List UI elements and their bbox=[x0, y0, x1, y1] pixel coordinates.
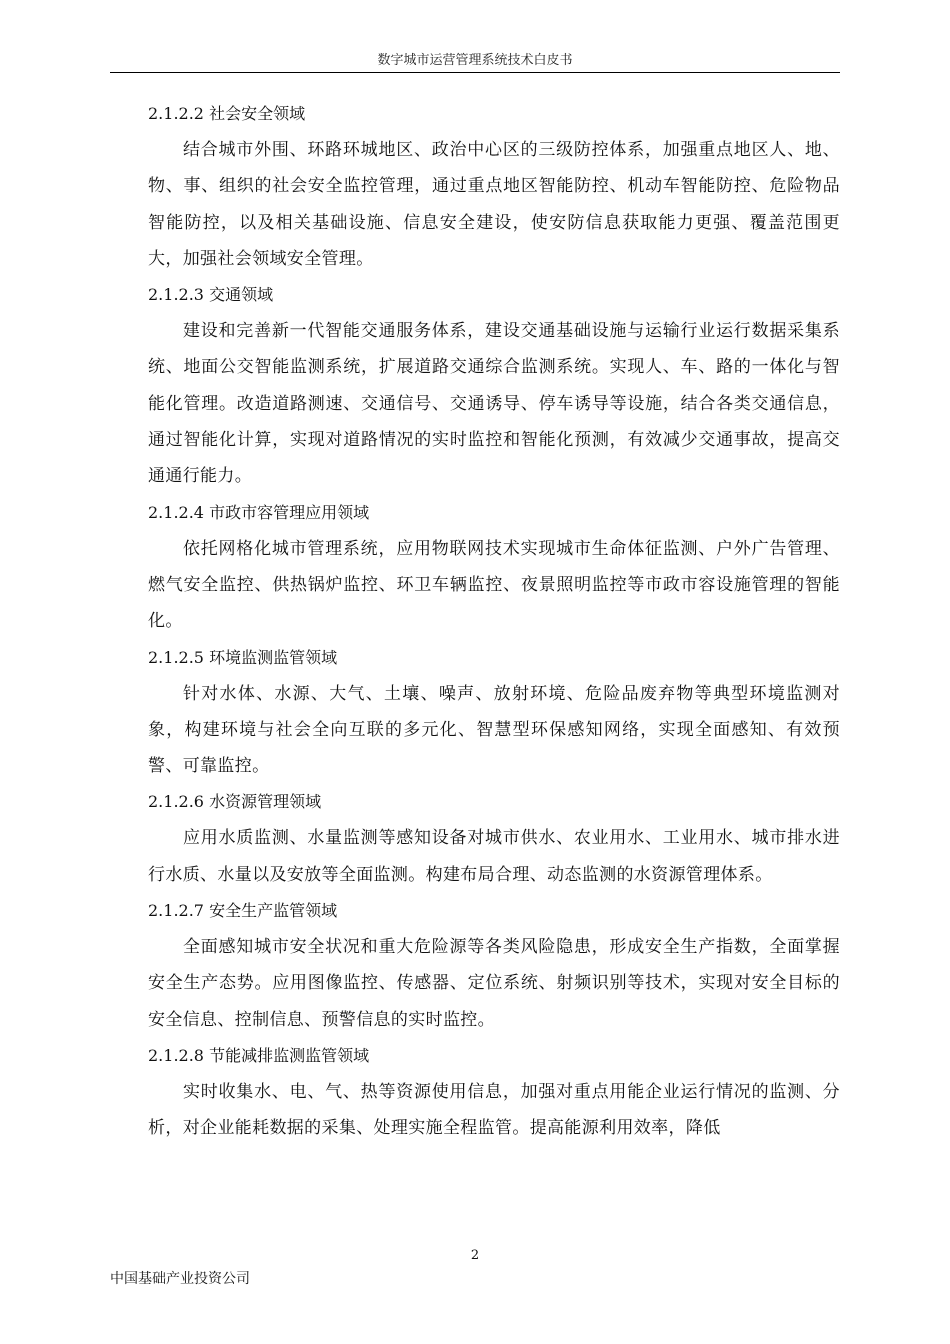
page-header-title: 数字城市运营管理系统技术白皮书 bbox=[377, 53, 573, 68]
footer-company-name: 中国基础产业投资公司 bbox=[110, 1271, 250, 1287]
section-heading-municipal: 2.1.2.4 市政市容管理应用领域 bbox=[148, 502, 370, 522]
page-number: 2 bbox=[470, 1248, 480, 1263]
section-body-energy: 实时收集水、电、气、热等资源使用信息，加强对重点用能企业运行情况的监测、分析，对企业能耗数据的采集、处理实施全程监管。提高能源利用效率，降低 bbox=[148, 1081, 840, 1139]
section-body-environment: 针对水体、水源、大气、土壤、噪声、放射环境、危险品废弃物等典型环境监测对象，构建环境与社会全向互联的多元化、智慧型环保感知网络，实现全面感知、有效预警、可靠监控。 bbox=[148, 683, 840, 777]
document-body bbox=[148, 96, 840, 1147]
header-divider bbox=[110, 72, 840, 73]
section-heading-traffic: 2.1.2.3 交通领域 bbox=[148, 285, 274, 305]
section-body-traffic: 建设和完善新一代智能交通服务体系，建设交通基础设施与运输行业运行数据采集系统、地面公交智能监测系统，扩展道路交通综合监测系统。实现人、车、路的一体化与智能化管理。改造道路测速、交通信号、交通诱导、停车诱导等设施，结合各类交通信息，通过智能化计算，实现对道路情况的实时监控和智能化预测，有效减少交通事故，提高交通通行能力。 bbox=[148, 321, 840, 487]
section-heading-safety: 2.1.2.7 安全生产监管领域 bbox=[148, 901, 338, 921]
section-heading-water: 2.1.2.6 水资源管理领域 bbox=[148, 792, 322, 812]
section-body-municipal: 依托网格化城市管理系统，应用物联网技术实现城市生命体征监测、户外广告管理、燃气安全监控、供热锅炉监控、环卫车辆监控、夜景照明监控等市政市容设施管理的智能化。 bbox=[148, 538, 840, 632]
section-heading-environment: 2.1.2.5 环境监测监管领域 bbox=[148, 647, 338, 667]
section-heading-energy: 2.1.2.8 节能减排监测监管领域 bbox=[148, 1045, 370, 1065]
section-body-safety: 全面感知城市安全状况和重大危险源等各类风险隐患，形成安全生产指数，全面掌握安全生产态势。应用图像监控、传感器、定位系统、射频识别等技术，实现对安全目标的安全信息、控制信息、预警信息的实时监控。 bbox=[148, 937, 840, 1030]
section-heading-social-security: 2.1.2.2 社会安全领域 bbox=[148, 104, 306, 123]
section-body-water: 应用水质监测、水量监测等感知设备对城市供水、农业用水、工业用水、城市排水进行水质、水量以及安放等全面监测。构建布局合理、动态监测的水资源管理体系。 bbox=[148, 828, 840, 885]
section-body-social-security: 结合城市外围、环路环城地区、政治中心区的三级防控体系，加强重点地区人、地、物、事、组织的社会安全监控管理，通过重点地区智能防控、机动车智能防控、危险物品智能防控，以及相关基础设施、信息安全建设，使安防信息获取能力更强、覆盖范围更大，加强社会领域安全管理。 bbox=[148, 140, 840, 269]
